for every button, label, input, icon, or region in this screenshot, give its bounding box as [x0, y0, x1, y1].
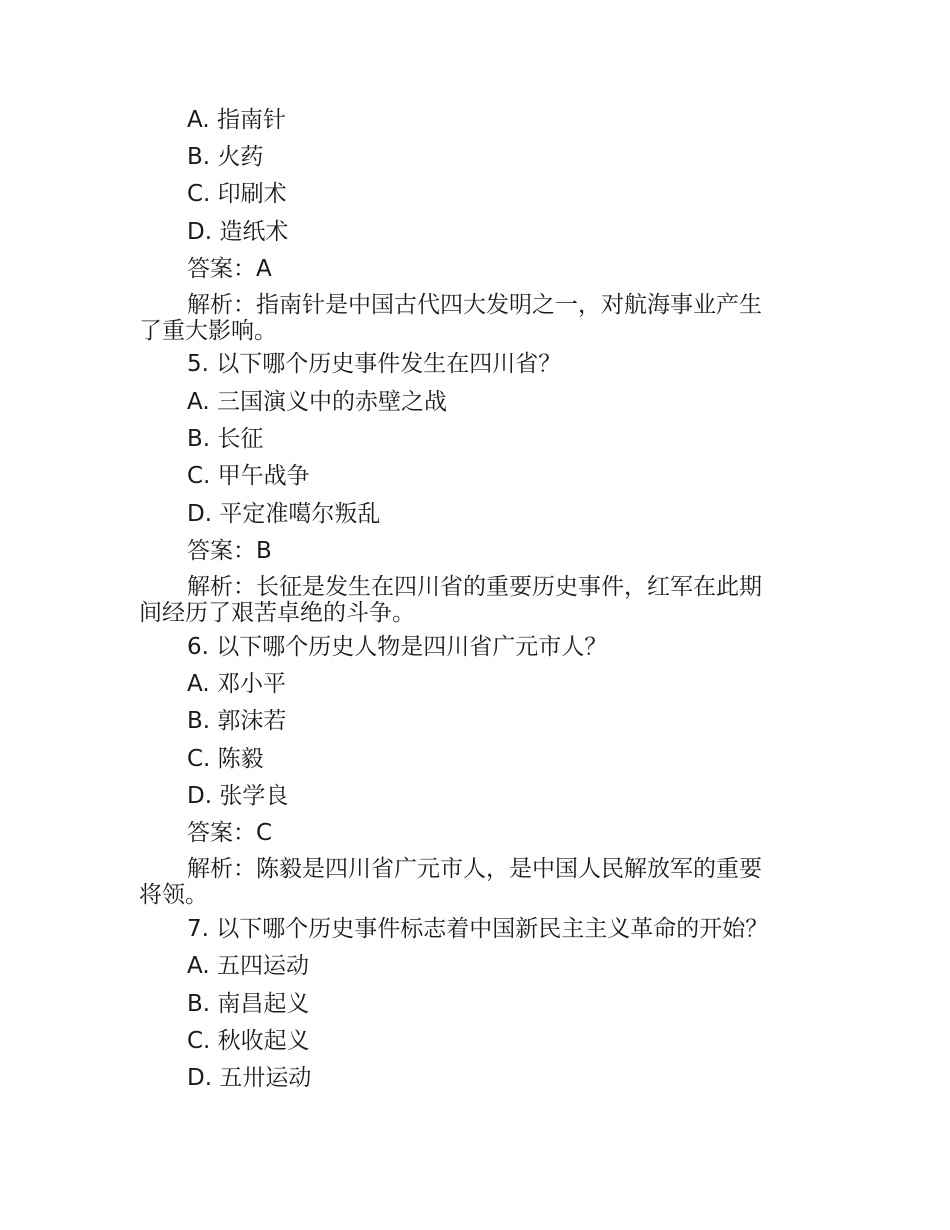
q4-answer: 答案：A [187, 256, 272, 282]
q6-option-d: D. 张学良 [187, 783, 289, 809]
q5-option-d: D. 平定准噶尔叛乱 [187, 501, 381, 527]
q5-option-c: C. 甲午战争 [187, 463, 310, 489]
q5-analysis [139, 574, 827, 626]
q6-answer: 答案：C [187, 820, 273, 846]
q6-question: 6. 以下哪个历史人物是四川省广元市人？ [187, 634, 608, 660]
q4-option-b: B. 火药 [187, 144, 264, 170]
q5-option-a: A. 三国演义中的赤壁之战 [187, 389, 447, 415]
q7-option-d: D. 五卅运动 [187, 1065, 312, 1091]
q7-option-a: A. 五四运动 [187, 953, 309, 979]
q6-analysis-line1: 解析：陈毅是四川省广元市人，是中国人民解放军的重要 [187, 856, 762, 882]
q4-analysis [139, 292, 827, 344]
q6-analysis-line2: 将领。 [139, 882, 208, 908]
q4-option-c: C. 印刷术 [187, 181, 287, 207]
q5-analysis-line1: 解析：长征是发生在四川省的重要历史事件，红军在此期 [187, 574, 762, 600]
q4-option-d: D. 造纸术 [187, 219, 289, 245]
q4-analysis-line1: 解析：指南针是中国古代四大发明之一，对航海事业产生 [187, 292, 762, 318]
q7-option-b: B. 南昌起义 [187, 991, 310, 1017]
q6-option-a: A. 邓小平 [187, 671, 286, 697]
q5-answer: 答案：B [187, 538, 272, 564]
q6-option-b: B. 郭沫若 [187, 708, 287, 734]
q5-question: 5. 以下哪个历史事件发生在四川省？ [187, 351, 562, 377]
q4-option-a: A. 指南针 [187, 107, 286, 133]
q7-option-c: C. 秋收起义 [187, 1028, 310, 1054]
q7-question: 7. 以下哪个历史事件标志着中国新民主主义革命的开始？ [187, 916, 769, 942]
q5-analysis-line2: 间经历了艰苦卓绝的斗争。 [139, 600, 415, 626]
q4-analysis-line2: 了重大影响。 [139, 318, 277, 344]
q6-analysis [139, 856, 827, 908]
q5-option-b: B. 长征 [187, 426, 264, 452]
q6-option-c: C. 陈毅 [187, 746, 264, 772]
